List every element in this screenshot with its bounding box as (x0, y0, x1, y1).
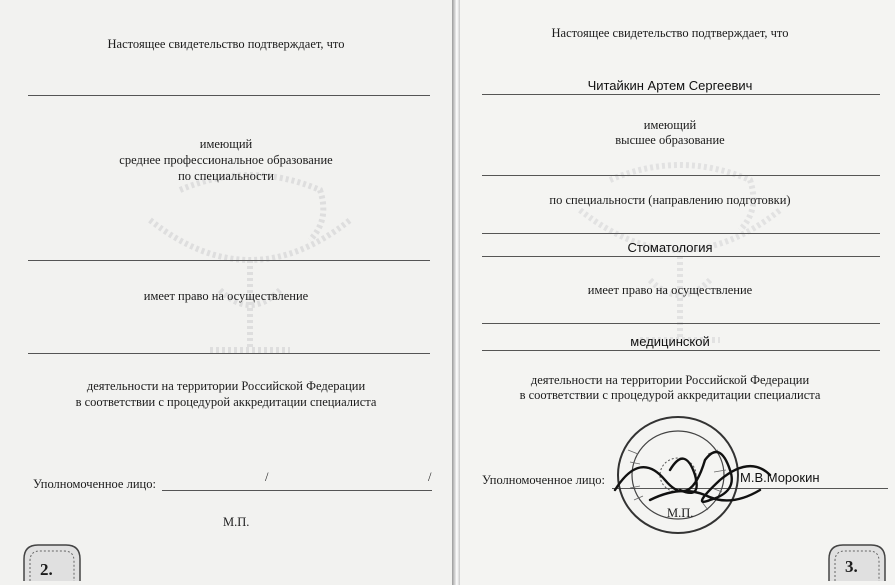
signature-line (162, 490, 432, 491)
specialty-label: по специальности (направлению подготовки) (549, 193, 791, 207)
right-to-text: имеет право на осуществление (143, 289, 309, 303)
specialty-label: по специальности (178, 169, 274, 183)
intro-text: Настоящее свидетельство подтверждает, что (551, 26, 789, 40)
signature-scribble-icon (610, 430, 780, 520)
activity-type: медицинской (630, 334, 710, 349)
activity-text-2: в соответствии с процедурой аккредитации специалиста (75, 395, 377, 409)
signer-name: М.В.Морокин (740, 470, 820, 485)
holder-name: Читайкин Артем Сергеевич (587, 78, 753, 93)
education-line (482, 175, 880, 176)
specialty-value: Стоматология (627, 240, 713, 255)
slash-1: / (265, 470, 269, 484)
seal-label: М.П. (667, 506, 694, 520)
book-gutter (452, 0, 460, 585)
having-text: имеющий (643, 118, 697, 132)
name-line (28, 95, 430, 96)
specialty-line (28, 260, 430, 261)
name-line (482, 94, 880, 95)
activity-line-2 (482, 350, 880, 351)
specialty-line-1 (482, 233, 880, 234)
activity-line (28, 353, 430, 354)
seal-label: М.П. (223, 515, 250, 529)
activity-text-1: деятельности на территории Российской Федерации (530, 373, 810, 387)
education-text: высшее образование (615, 133, 725, 147)
right-page (460, 0, 895, 585)
activity-line-1 (482, 323, 880, 324)
activity-text-1: деятельности на территории Российской Федерации (86, 379, 366, 393)
activity-text-2: в соответствии с процедурой аккредитации специалиста (519, 388, 821, 402)
education-text: среднее профессиональное образование (119, 153, 333, 167)
intro-text: Настоящее свидетельство подтверждает, что (107, 37, 345, 51)
slash-2: / (428, 470, 432, 484)
having-text: имеющий (199, 137, 253, 151)
page-number: 2. (40, 560, 53, 579)
specialty-line-2 (482, 256, 880, 257)
authorized-label: Уполномоченное лицо: (33, 477, 156, 491)
authorized-label: Уполномоченное лицо: (482, 473, 605, 487)
right-to-text: имеет право на осуществление (587, 283, 753, 297)
page-number: 3. (845, 557, 858, 576)
